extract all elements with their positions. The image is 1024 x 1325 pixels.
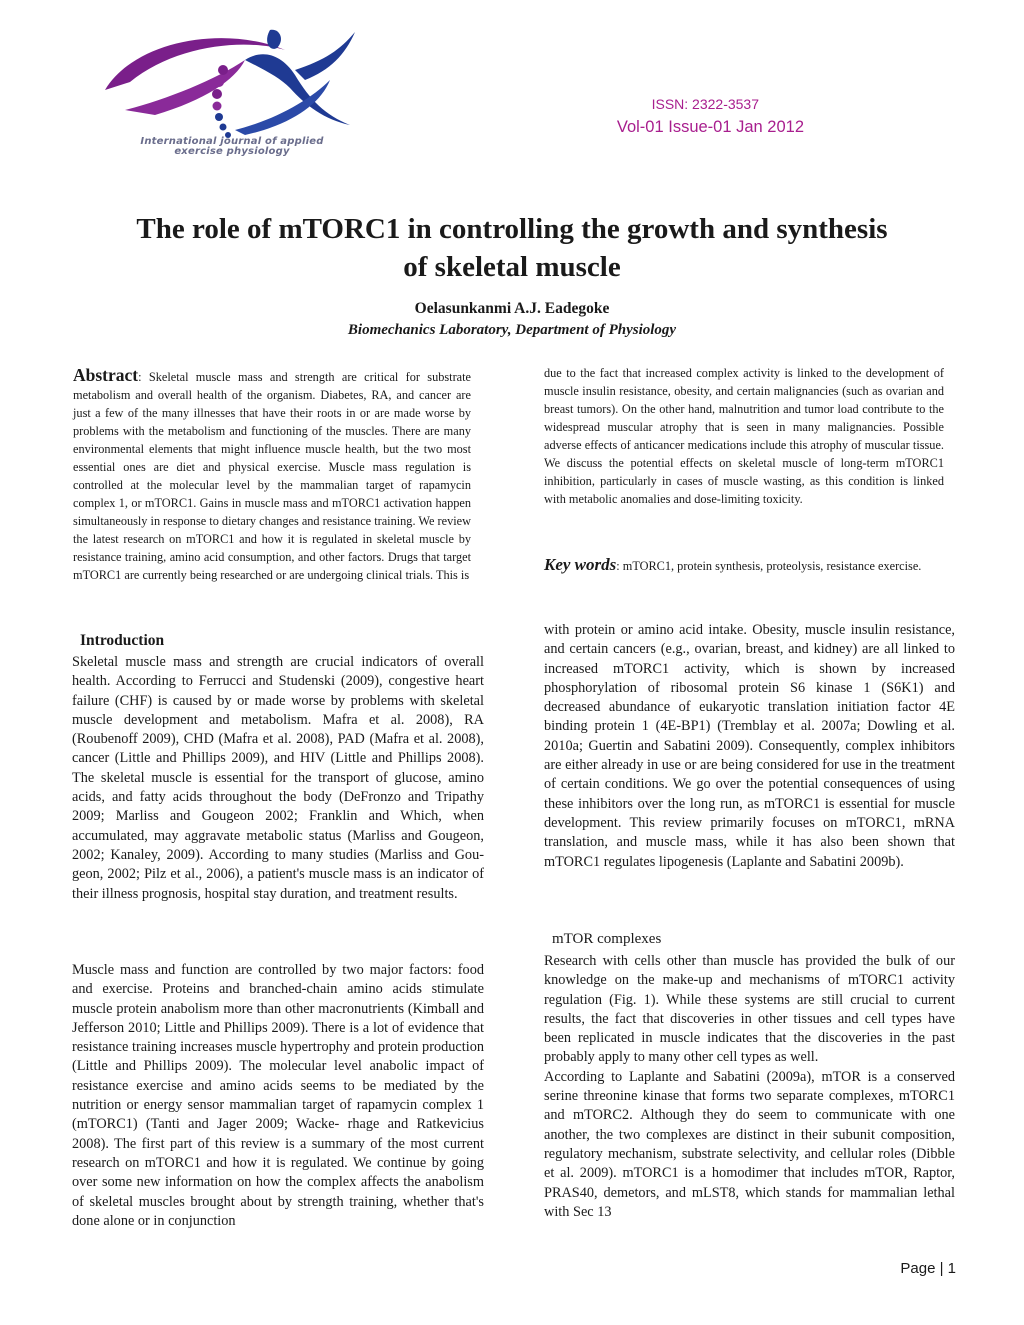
abstract-sep: : bbox=[138, 370, 142, 384]
mtor-paragraph-1: Research with cells other than muscle has provided the bulk of our knowledge on the make-up and mechanisms of mTORC1 activity regulation (Fig. 1). While these systems are still crucial to current results, the fact that discoveries in other tissues and cell types have been replicated in muscle indicates that the discoveries in the past probably apply to many other cell types as well. bbox=[544, 953, 955, 1066]
volume-label: Vol-01 Issue-01 Jan 2012 bbox=[616, 118, 804, 136]
logo-line-2: exercise physiology bbox=[174, 146, 290, 157]
mtor-complexes-body bbox=[544, 952, 955, 1222]
issn-label: ISSN: 2322-3537 bbox=[651, 96, 759, 112]
logo-graphic bbox=[95, 20, 365, 140]
abstract-left bbox=[73, 366, 471, 584]
affiliation: Biomechanics Laboratory, Department of Physiology bbox=[347, 322, 677, 338]
intro-paragraph-2: Muscle mass and function are controlled by two major factors: food and exercise. Proteins and branched-chain amino acids stimulate muscle protein anabolism more than other macronutrients (Kimball and Jefferson 2010; Little and Phillips 2009). There is a lot of evidence that resistance training increases muscle hypertrophy and protein production (Little and Phillips 2009). The molecular level anabolic impact of resistance exercise and amino acids seems to be mediated by the nutrition or energy sensor mammalian target of rapamycin complex 1 (mTORC1) (Tanti and Jager 2009; Wacke- rhage and Ratkevicius 2008). The first part of this review is a summary of the most current research on mTORC1 and how it is regulated. We continue by going over some new information on how the complex affects the anabolism of skeletal muscles brought about by strength training, whether that's done alone or in conjunction bbox=[72, 962, 484, 1229]
author-name: Oelasunkanmi A.J. Eadegoke bbox=[414, 300, 610, 317]
page-number: Page | 1 bbox=[900, 1260, 956, 1277]
abstract-label: Abstract bbox=[73, 365, 139, 385]
keywords-label: Key words bbox=[544, 555, 617, 574]
mtor-complexes-heading: mTOR complexes bbox=[552, 931, 662, 947]
title-line-1: The role of mTORC1 in controlling the growth and synthesis bbox=[136, 213, 888, 245]
logo-line-1: International journal of applied bbox=[140, 136, 324, 147]
title-line-2: of skeletal muscle bbox=[403, 251, 621, 283]
keywords-text: mTORC1, protein synthesis, proteolysis, resistance exercise. bbox=[622, 559, 922, 573]
intro-paragraph-3: with protein or amino acid intake. Obesity, muscle insulin resistance, and certain cancers (e.g., ovarian, breast, and kidney) are all linked to increased mTORC1 activity, which is shown by increased phosphorylation of ribosomal protein S6 kinase 1 (S6K1) and decreased abundance of eukaryotic translation initiation factor 4E binding protein 1 (4E-BP1) (Tremblay et al. 2007a; Dowling et al. 2010a; Guertin and Sabatini 2009). Consequently, complex inhibitors are either already in use or are being considered for use in the treatment of certain conditions. We go over the potential consequences of using these inhibitors over the long run, as mTORC1 is essential for muscle development. This review primarily focuses on mTORC1, mRNA translation, and muscle mass, while it has also been shown that mTORC1 regulates lipogenesis (Laplante and Sabatini 2009b). bbox=[544, 622, 955, 870]
abstract-right: due to the fact that increased complex activity is linked to the development of muscle insulin resistance, obesity, and certain malignancies (such as ovarian and breast tumors). On the other hand, malnutrition and tumor load contribute to the widespread muscular atrophy that is seen in many malignancies. Possible adverse effects of anticancer medications include this atrophy of muscular tissue. We discuss the potential effects on skeletal muscle of long-term mTORC1 inhibition, particularly in cases of muscle wasting, as this condition is linked with metabolic anomalies and dose-limiting toxicity. bbox=[544, 366, 944, 506]
article-title bbox=[40, 210, 984, 286]
introduction-heading: Introduction bbox=[80, 632, 165, 649]
abstract-text-left: Skeletal muscle mass and strength are critical for substrate metabolism and overall health of the organism. Diabetes, RA, and cancer are just a few of the many illnesses that have their roots in or are made worse by problems with the metabolism and functioning of the muscles. There are many environmental elements that might influence muscle health, but the two most essential ones are diet and physical exercise. Muscle mass regulation is controlled at the molecular level by the mammalian target of rapamycin complex 1, or mTORC1. Gains in muscle mass and mTORC1 activation happen simultaneously in response to dietary changes and resistance training. We review the latest research on mTORC1 and how it is regulated in skeletal muscle by resistance training, amino acid consumption, and other factors. Drugs that target mTORC1 are currently being researched or are undergoing clinical trials. This is bbox=[73, 370, 472, 582]
keywords bbox=[544, 555, 944, 576]
logo-text bbox=[107, 137, 357, 157]
mtor-paragraph-2: According to Laplante and Sabatini (2009a), mTOR is a conserved serine threonine kinase that forms two separate complexes, mTORC1 and mTORC2. Although they do seem to communicate with one another, the two complexes are distinct in their subunit composition, regulatory mechanism, substrate selectivity, and cellular roles (Dibble et al. 2009). mTORC1 is a homodimer that includes mTOR, Raptor, PRAS40, demetors, and mLST8, which stands for mammalian lethal with Sec 13 bbox=[544, 1068, 955, 1220]
intro-paragraph-1: Skeletal muscle mass and strength are crucial indicators of overall health. According to Ferrucci and Studenski (2009), congestive heart failure (CHF) is caused by or made worse by problems with skeletal muscle development and metabolism. Mafra et al. 2008), RA (Roubenoff 2009), CHD (Mafra et al. 2008), PAD (Mafra et al. 2008), cancer (Little and Phillips 2009), and HIV (Little and Phillips 2008). The skeletal muscle is essential for the transport of glucose, amino acids, and fatty acids throughout the body (DeFronzo and Tripathy 2009; Marliss and Gougeon 2002; Franklin and Which, when accumulated, may aggravate metabolic status (Marliss and Gougeon, 2002; Kanaley, 2009). According to many studies (Marliss and Gou-geon, 2002; Pilz et al., 2006), a patient's muscle mass is an indicator of their illness prognosis, hospital stay duration, and treatment results. bbox=[72, 654, 484, 902]
keywords-sep: : bbox=[616, 559, 620, 573]
journal-logo bbox=[95, 20, 365, 165]
